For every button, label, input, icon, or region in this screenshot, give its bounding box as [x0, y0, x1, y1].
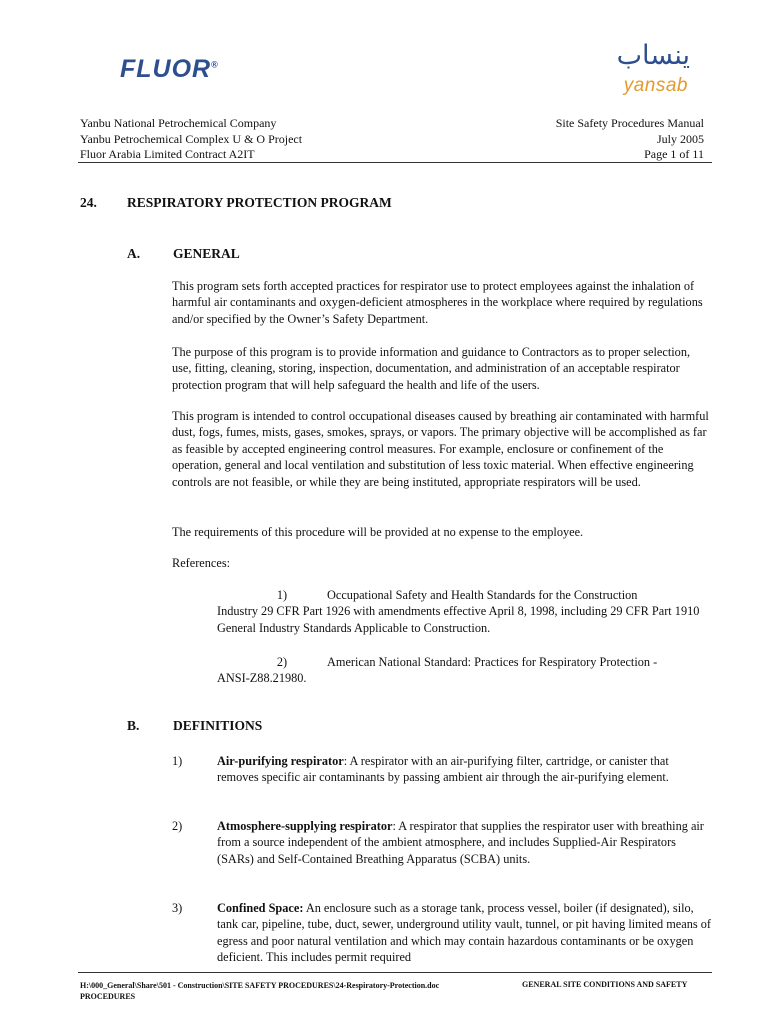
header-company-info	[80, 116, 302, 163]
definition-item: 1) Air-purifying respirator: A respirator with an air-purifying filter, cartridge, or canister that removes specific air contaminants by passing ambient air through the air-purifying element.	[172, 754, 669, 785]
yansab-logo	[575, 40, 690, 102]
general-paragraph: This program is intended to control occupational diseases caused by breathing air contaminated with harmful dust, fogs, fumes, mists, gases, smokes, sprays, or vapors. The primary objective will be accomplished as far as feasible by accepted engineering control measures. For example, enclosure or confinement of the operation, general and local ventilation and substitution of less toxic material. When effective engineering controls are not feasible, or while they are being instituted, appropriate respirators will be used.	[172, 409, 709, 489]
header-company-line: Yanbu Petrochemical Complex U & O Project	[80, 131, 303, 146]
header-divider	[78, 162, 712, 163]
footer-section-title: GENERAL SITE CONDITIONS AND SAFETY	[522, 980, 688, 989]
general-paragraph: This program sets forth accepted practices for respirator use to protect employees against the inhalation of harmful air contaminants and oxygen-deficient atmospheres in the workplace where required by regulations and/or specified by the Owner’s Safety Department.	[172, 279, 703, 326]
general-paragraph: The purpose of this program is to provide information and guidance to Contractors as to proper selection, use, fitting, cleaning, storing, inspection, documentation, and administration of an acceptable respirator protection program that will help safeguard the health and life of the users.	[172, 345, 691, 392]
yansab-latin-wordmark: yansab	[623, 75, 688, 96]
footer-file-path: H:\000_General\Share\501 - Construction\SITE SAFETY PROCEDURES\24-Respiratory-Protection.doc PROCEDURES	[80, 981, 440, 1001]
header-company-line: Fluor Arabia Limited Contract A2IT	[80, 147, 255, 161]
footer-divider	[78, 972, 712, 973]
reference-item: 2) American National Standard: Practices for Respiratory Protection - ANSI-Z88.21980.	[217, 655, 658, 686]
section-title: 24. RESPIRATORY PROTECTION PROGRAM	[80, 195, 392, 210]
general-paragraph: The requirements of this procedure will be provided at no expense to the employee.	[172, 525, 584, 539]
subsection-general-heading: A. GENERAL	[127, 246, 240, 261]
reference-item: 1) Occupational Safety and Health Standards for the Construction Industry 29 CFR Part 1926 with amendments effective April 8, 1998, including 29 CFR Part 1910 General Industry Standards Applicable to Construction.	[217, 588, 700, 635]
definition-item: 2) Atmosphere-supplying respirator: A respirator that supplies the respirator user with breathing air from a source independent of the ambient atmosphere, and includes Supplied-Air Respirators (SARs) and Self-Contained Breathing Apparatus (SCBA) units.	[172, 819, 704, 866]
header-page-number: Page 1 of 11	[644, 147, 704, 161]
header-document-info	[556, 116, 704, 163]
yansab-arabic-wordmark: ينساب	[616, 40, 690, 71]
fluor-logo: FLUOR®	[120, 55, 219, 83]
header-date: July 2005	[656, 131, 704, 146]
references-label: References:	[172, 556, 231, 570]
subsection-definitions-heading: B. DEFINITIONS	[127, 718, 263, 733]
header-company-line: Yanbu National Petrochemical Company	[80, 116, 277, 130]
header-manual-title: Site Safety Procedures Manual	[555, 116, 704, 130]
definition-item: 3) Confined Space: An enclosure such as a storage tank, process vessel, boiler (if designated), silo, tank car, pipeline, tube, duct, sewer, underground utility vault, tunnel, or pit having limited means of egress and poor natural ventilation and which may contain hazardous contaminants or be oxygen deficient. This includes permit required	[172, 901, 711, 965]
